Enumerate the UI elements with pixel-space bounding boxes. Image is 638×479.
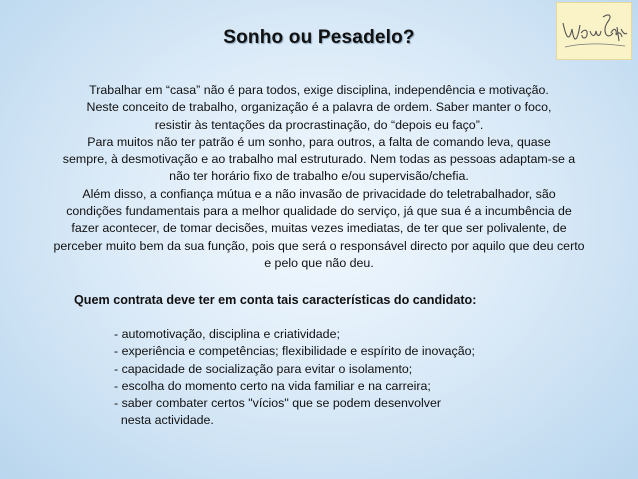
body-line: não ter horário fixo de trabalho e/ou supervisão/chefia. xyxy=(169,169,469,184)
list-item: - experiência e competências; flexibilidade e espírito de inovação; xyxy=(114,344,475,359)
body-line: e pelo que não deu. xyxy=(264,255,374,270)
body-line: Para muitos não ter patrão é um sonho, para outros, a falta de comando leva, quase xyxy=(87,134,551,149)
body-line: Além disso, a confiança mútua e a não invasão de privacidade do teletrabalhador, são xyxy=(82,186,556,201)
body-line: Neste conceito de trabalho, organização é a palavra de ordem. Saber manter o foco, xyxy=(86,100,552,115)
body-line: resistir às tentações da procrastinação, do “depois eu faço”. xyxy=(154,117,484,132)
body-paragraphs xyxy=(2,82,636,272)
candidate-characteristics-heading: Quem contrata deve ter em conta tais características do candidato: xyxy=(74,293,477,307)
list-item: - saber combater certos "vícios" que se podem desenvolver xyxy=(114,396,441,411)
characteristics-list xyxy=(114,326,475,430)
list-item: - capacidade de socialização para evitar o isolamento; xyxy=(114,361,413,376)
body-line: perceber muito bem da sua função, pois que será o responsável directo por aquilo que deu certo xyxy=(53,238,585,253)
list-item: - escolha do momento certo na vida familiar e na carreira; xyxy=(114,378,431,393)
body-line: sempre, à desmotivação e ao trabalho mal estruturado. Nem todas as pessoas adaptam-se a xyxy=(62,152,576,167)
list-item: nesta actividade. xyxy=(114,413,214,428)
body-line: Trabalhar em “casa” não é para todos, exige disciplina, independência e motivação. xyxy=(89,83,549,97)
slide-title: Sonho ou Pesadelo? xyxy=(223,27,415,48)
body-line: fazer acontecer, de tomar decisões, muitas vezes imediatas, de ter que ser polivalente, de xyxy=(71,221,567,236)
body-line: condições fundamentais para a melhor qualidade do serviço, já que sua é a incumbência de xyxy=(66,204,572,219)
list-item: - automotivação, disciplina e criatividade; xyxy=(114,327,340,341)
